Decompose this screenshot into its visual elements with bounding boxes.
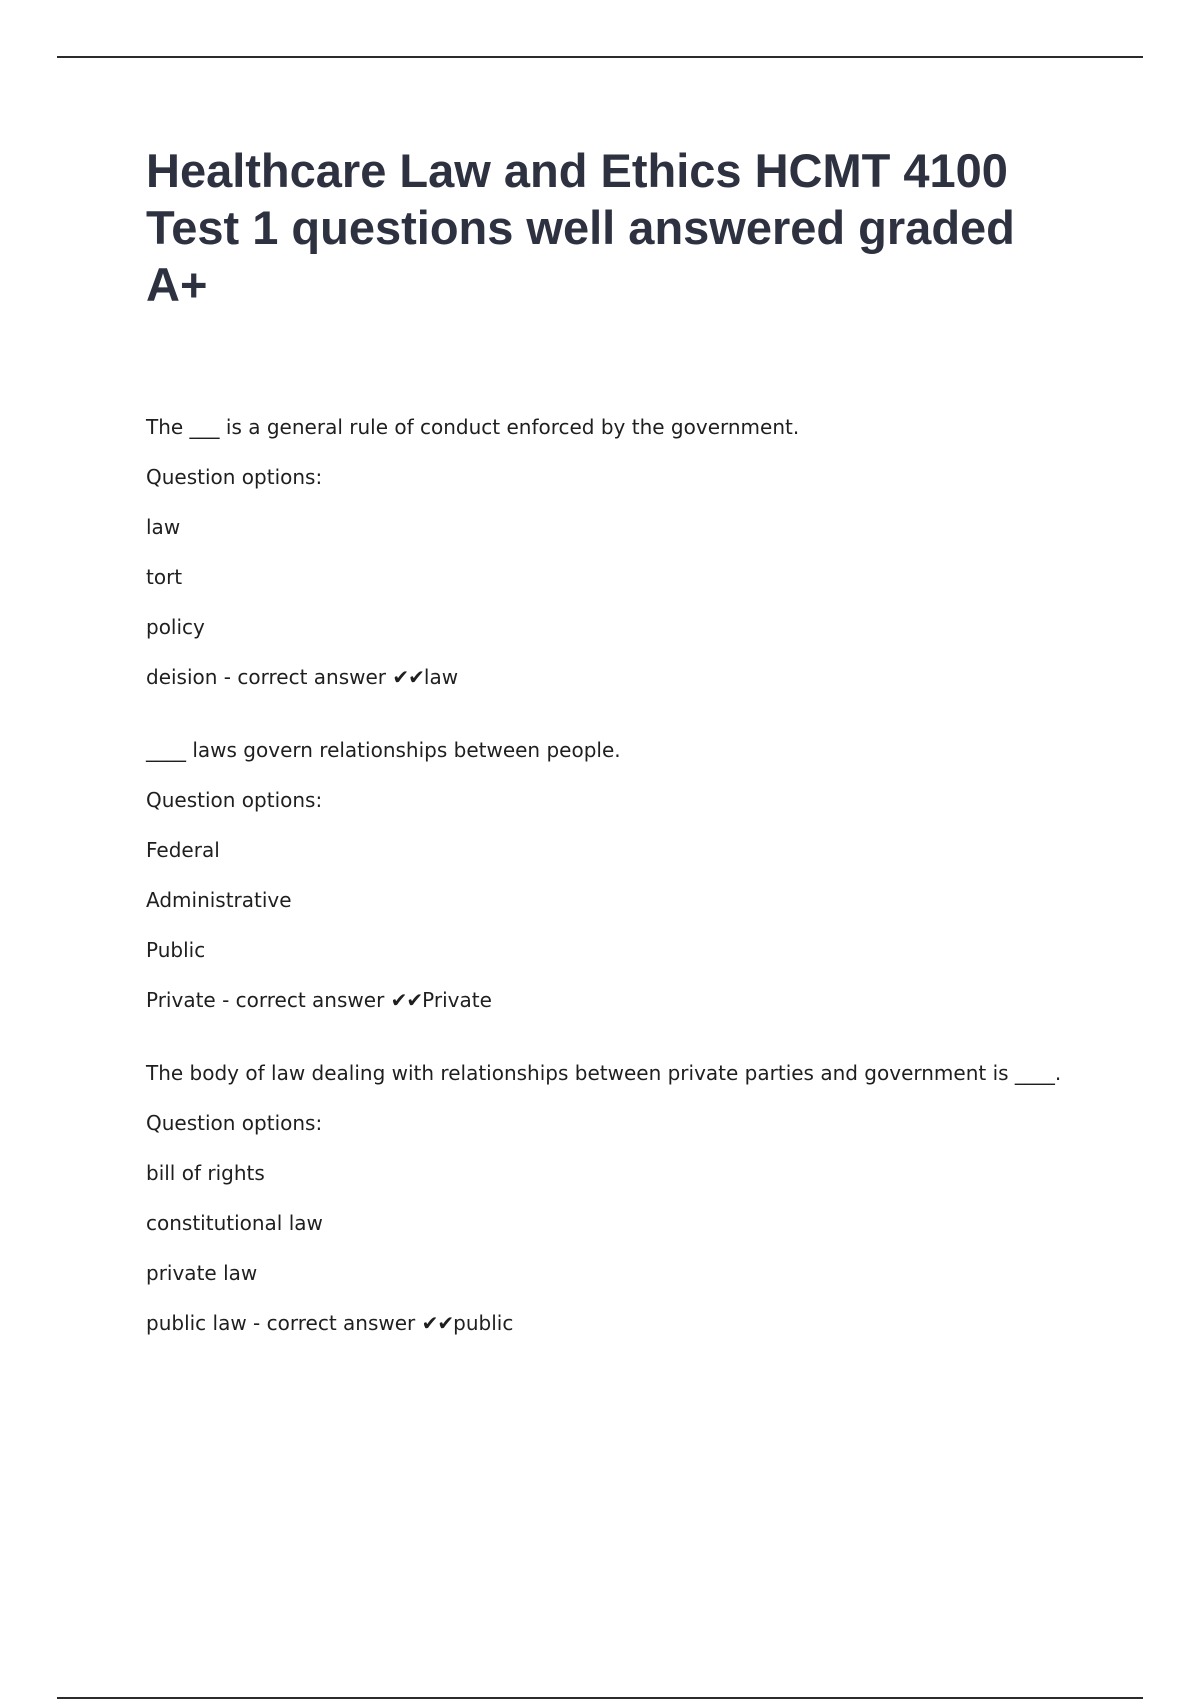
option-item: Federal	[146, 838, 220, 862]
double-check-icon: ✔✔	[392, 665, 424, 689]
correct-answer: Private	[422, 988, 492, 1012]
double-check-icon: ✔✔	[390, 988, 423, 1012]
double-check-icon: ✔✔	[421, 1311, 454, 1335]
option-item: Administrative	[146, 888, 292, 912]
title-line-3: A+	[146, 258, 208, 311]
option-item: private law	[146, 1261, 258, 1285]
question-prompt: ____ laws govern relationships between people.	[146, 738, 621, 762]
option-item: bill of rights	[146, 1161, 265, 1185]
top-divider	[57, 56, 1143, 58]
option-item: constitutional law	[146, 1211, 323, 1235]
answer-line	[146, 1312, 1086, 1335]
bottom-divider	[57, 1697, 1143, 1699]
question-3	[146, 1062, 1086, 1335]
document-title	[146, 142, 1086, 313]
title-line-1: Healthcare Law and Ethics HCMT 4100	[146, 144, 1008, 197]
answer-separator: - correct answer	[217, 665, 393, 689]
question-list	[146, 416, 1086, 1335]
correct-answer: law	[423, 665, 459, 689]
answer-separator: - correct answer	[215, 988, 391, 1012]
answer-separator: - correct answer	[246, 1311, 422, 1335]
option-item: public law	[146, 1311, 247, 1335]
correct-answer: public	[453, 1311, 514, 1335]
option-item: policy	[146, 615, 205, 639]
question-2	[146, 739, 1086, 1012]
options-label: Question options:	[146, 1111, 323, 1135]
answer-line	[146, 989, 1086, 1012]
option-item: Public	[146, 938, 206, 962]
question-prompt: The body of law dealing with relationships between private parties and government is ____.	[146, 1061, 1062, 1085]
option-item: deision	[146, 665, 218, 689]
options-label: Question options:	[146, 788, 323, 812]
option-item: law	[146, 515, 181, 539]
question-1	[146, 416, 1086, 689]
title-line-2: Test 1 questions well answered graded	[146, 201, 1015, 254]
question-prompt: The ___ is a general rule of conduct enforced by the government.	[146, 415, 800, 439]
document-body	[146, 142, 1086, 1385]
option-item: Private	[146, 988, 216, 1012]
option-item: tort	[146, 565, 183, 589]
answer-line	[146, 666, 1086, 689]
options-label: Question options:	[146, 465, 323, 489]
